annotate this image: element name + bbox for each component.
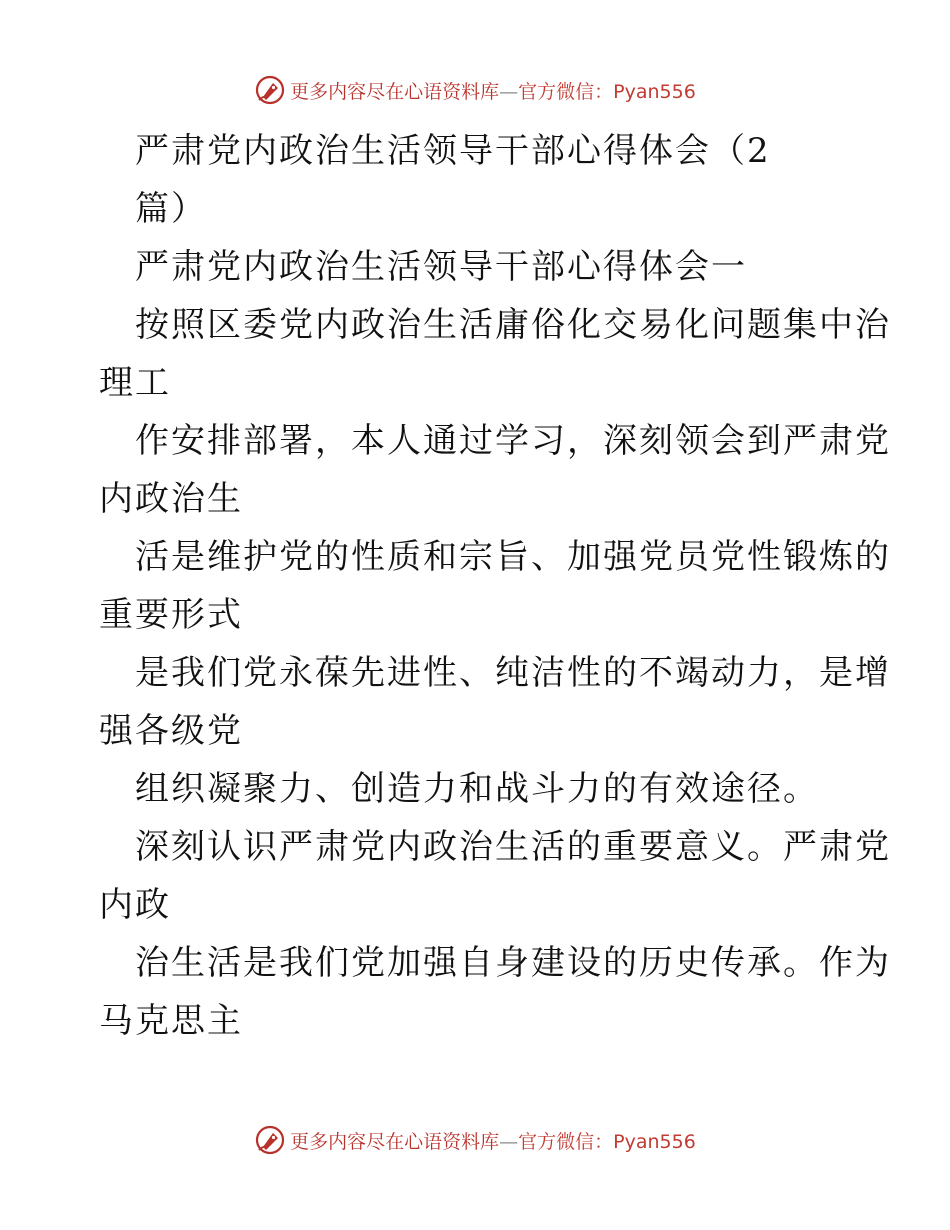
header-banner-text: [290, 77, 696, 104]
text-line: 是我们党永葆先进性、纯洁性的不竭动力，是增: [135, 653, 891, 693]
text-line: 作安排部署，本人通过学习，深刻领会到严肃党: [135, 421, 891, 461]
text-line: 强各级党: [99, 711, 243, 751]
header-wechat-text: 官方微信：Pyan556: [518, 80, 696, 103]
footer-wechat-text: 官方微信：Pyan556: [518, 1130, 696, 1153]
text-line: 组织凝聚力、创造力和战斗力的有效途径。: [135, 769, 819, 809]
pen-nib-logo-icon: [254, 1124, 286, 1156]
footer-banner-text: [290, 1127, 696, 1154]
text-line: 深刻认识严肃党内政治生活的重要意义。严肃党: [135, 827, 891, 867]
text-line: 重要形式: [99, 595, 243, 635]
footer-banner: [0, 1120, 950, 1160]
footer-separator: —: [499, 1130, 519, 1153]
text-line: 篇）: [135, 189, 207, 229]
text-line: 马克思主: [99, 1001, 243, 1041]
text-line: 严肃党内政治生活领导干部心得体会（2: [135, 131, 771, 171]
pen-nib-logo-icon: [254, 74, 286, 106]
text-line: 治生活是我们党加强自身建设的历史传承。作为: [135, 943, 891, 983]
text-line: 严肃党内政治生活领导干部心得体会一: [135, 247, 747, 287]
text-line: 按照区委党内政治生活庸俗化交易化问题集中治: [135, 305, 891, 345]
header-site-text: 更多内容尽在心语资料库: [290, 80, 500, 103]
document-body: [99, 122, 891, 1050]
text-line: 活是维护党的性质和宗旨、加强党员党性锻炼的: [135, 537, 891, 577]
header-separator: —: [499, 80, 519, 103]
text-line: 理工: [99, 363, 171, 403]
text-line: 内政治生: [99, 479, 243, 519]
header-banner: [0, 70, 950, 110]
footer-site-text: 更多内容尽在心语资料库: [290, 1130, 500, 1153]
text-line: 内政: [99, 885, 171, 925]
